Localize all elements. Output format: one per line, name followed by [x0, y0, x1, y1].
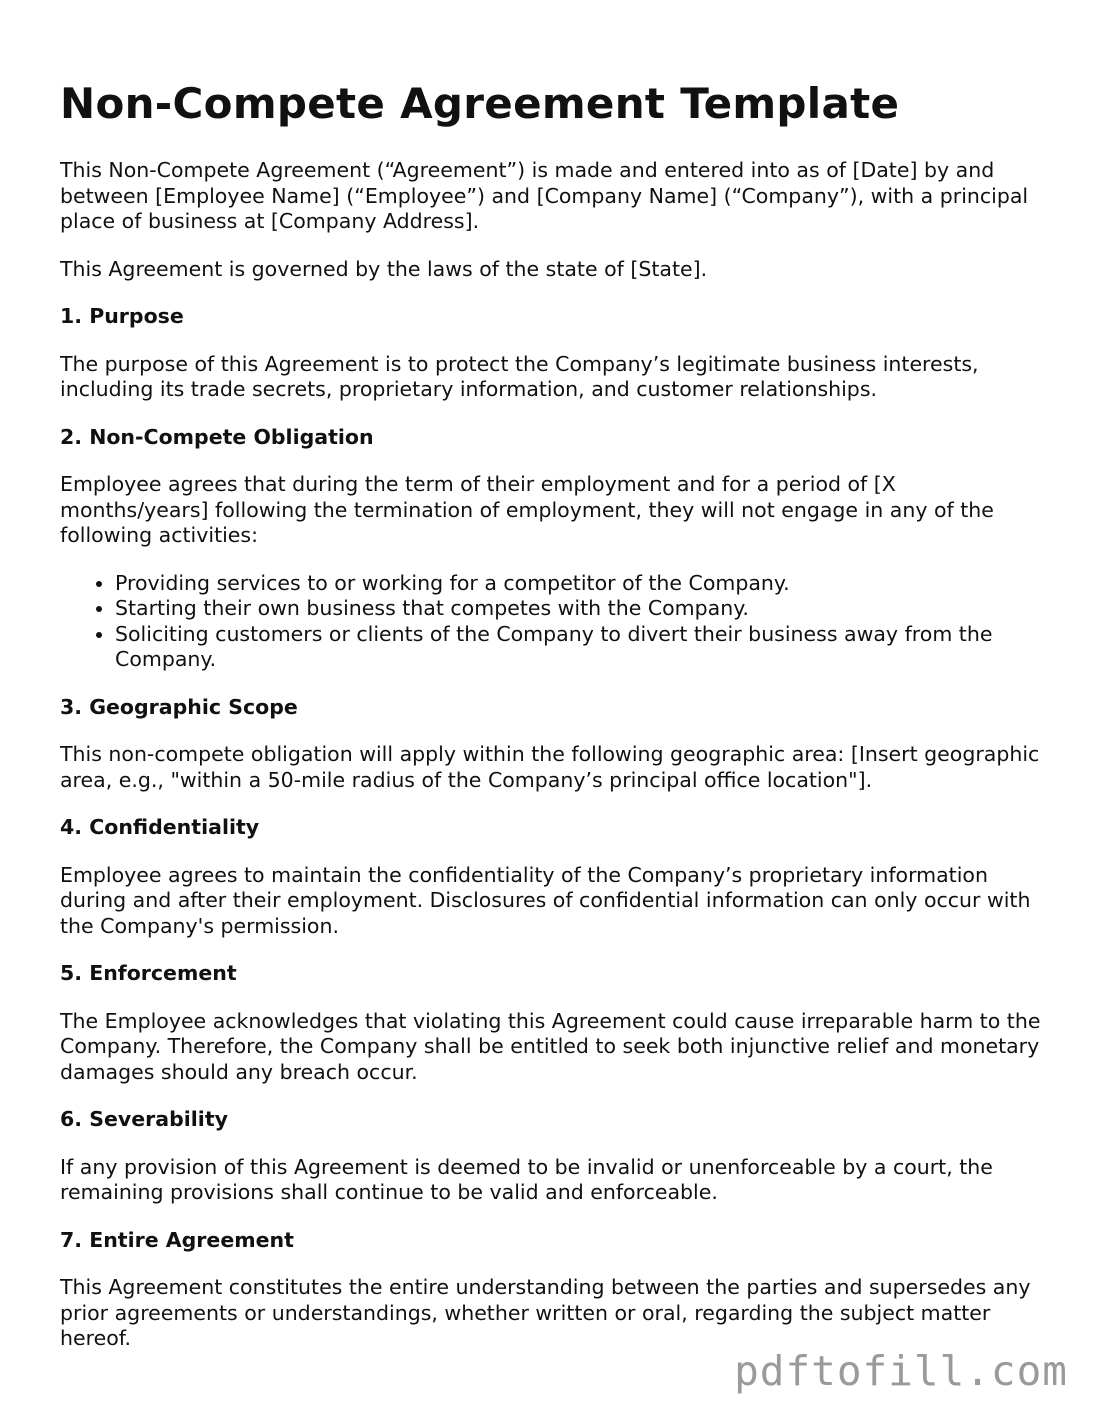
section-heading-geographic-scope: 3. Geographic Scope: [60, 694, 298, 719]
section-body-confidentiality: Employee agrees to maintain the confidentiality of the Company’s proprietary information during and after their employment. Disclosures of confidential information can only occur with the Company's permission.: [60, 862, 1031, 938]
section-body-purpose: The purpose of this Agreement is to protect the Company’s legitimate business interests, including its trade secrets, proprietary information, and customer relationships.: [60, 351, 979, 401]
section-body-geographic-scope: This non-compete obligation will apply within the following geographic area: [Insert geographic area, e.g., "within a 50-mile radius of the Company’s principal office location"].: [60, 742, 1040, 792]
intro-paragraph-governing-law: This Agreement is governed by the laws of the state of [State].: [60, 256, 708, 281]
list-item: • Providing services to or working for a competitor of the Company.: [115, 571, 1045, 597]
obligation-bullet-list: [60, 571, 1045, 673]
section-body-severability: If any provision of this Agreement is deemed to be invalid or unenforceable by a court, the remaining provisions shall continue to be valid and enforceable.: [60, 1154, 993, 1204]
watermark: pdftofill.com: [734, 1347, 1068, 1395]
document-title: Non-Compete Agreement Template: [60, 79, 900, 128]
section-body-entire-agreement: This Agreement constitutes the entire understanding between the parties and supersedes any prior agreements or understandings, whether written or oral, regarding the subject matter hereof.: [60, 1275, 1031, 1350]
section-heading-enforcement: 5. Enforcement: [60, 961, 237, 985]
section-heading-confidentiality: 4. Confidentiality: [60, 815, 260, 839]
document-page: [60, 0, 1045, 1352]
section-heading-purpose: 1. Purpose: [60, 304, 184, 328]
section-body-enforcement: The Employee acknowledges that violating this Agreement could cause irreparable harm to the Company. Therefore, the Company shall be entitled to seek both injunctive relief and monetary damages should any breach occur.: [60, 1008, 1041, 1084]
intro-paragraph-parties: This Non-Compete Agreement (“Agreement”) is made and entered into as of [Date] by and between [Employee Name] (“Employee”) and [Company Name] (“Company”), with a principal place of business at [Company Address].: [60, 158, 1029, 233]
section-heading-entire-agreement: 7. Entire Agreement: [60, 1227, 294, 1252]
list-item: • Starting their own business that competes with the Company.: [115, 596, 1045, 622]
list-item: • Soliciting customers or clients of the Company to divert their business away from the Company.: [115, 622, 1045, 673]
section-heading-severability: 6. Severability: [60, 1107, 228, 1131]
section-heading-non-compete-obligation: 2. Non-Compete Obligation: [60, 424, 374, 449]
section-body-non-compete-obligation: Employee agrees that during the term of their employment and for a period of [X months/years] following the termination of employment, they will not engage in any of the following activities:: [60, 472, 994, 547]
